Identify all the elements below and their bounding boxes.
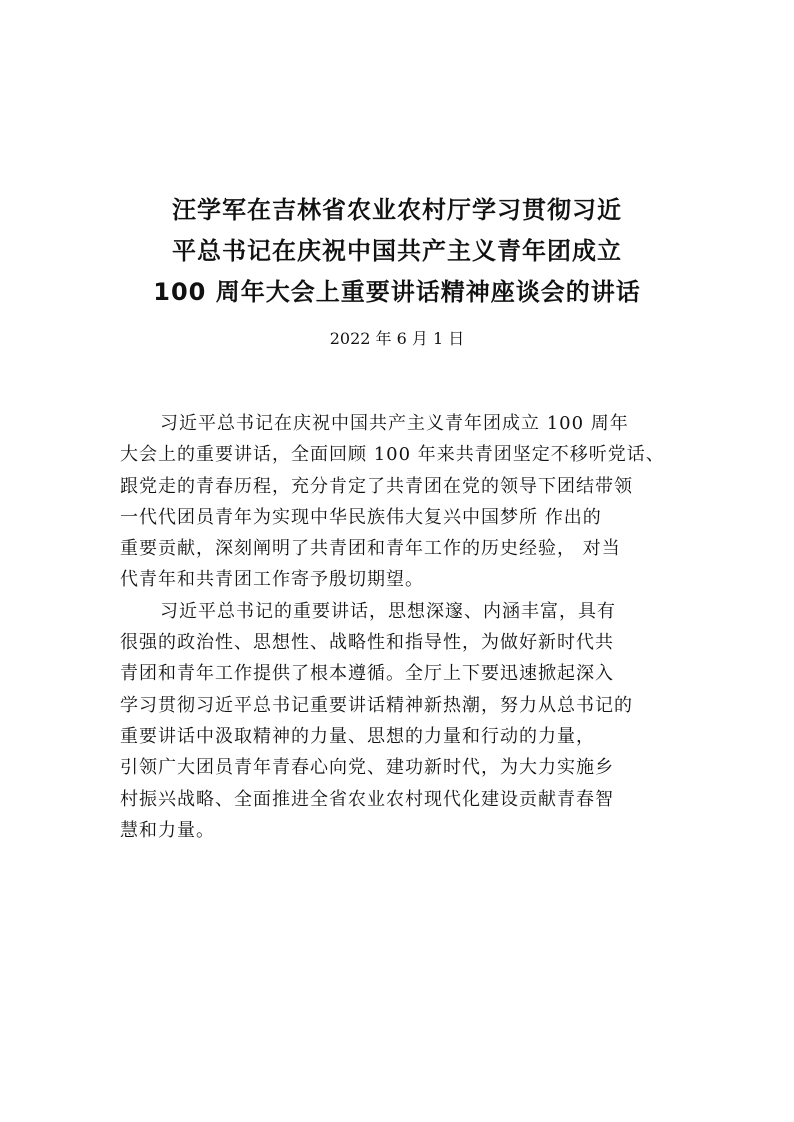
paragraph-line: 村振兴战略、全面推进全省农业农村现代化建设贡献青春智 (120, 788, 614, 810)
document-body (120, 408, 720, 846)
paragraph-line: 引领广大团员青年青春心向党、建功新时代，为大力实施乡 (120, 757, 614, 779)
paragraph-line: 习近平总书记在庆祝中国共产主义青年团成立 100 周年 (160, 413, 629, 434)
paragraph-2 (120, 596, 720, 846)
document-date: 2022 年 6 月 1 日 (329, 329, 465, 348)
document-title (0, 190, 794, 313)
paragraph-line: 重要贡献，深刻阐明了共青团和青年工作的历史经验， 对当 (120, 538, 621, 560)
paragraph-line: 一代代团员青年为实现中华民族伟大复兴中国梦所 作出的 (120, 506, 602, 528)
paragraph-line: 重要讲话中汲取精神的力量、思想的力量和行动的力量， (120, 725, 595, 747)
paragraph-line: 习近平总书记的重要讲话，思想深邃、内涵丰富，具有 (160, 600, 616, 622)
title-line: 汪学军在吉林省农业农村厅学习贯彻习近 (172, 196, 622, 224)
title-line: 平总书记在庆祝中国共产主义青年团成立 (172, 237, 622, 265)
paragraph-line: 慧和力量。 (120, 819, 215, 841)
paragraph-line: 青团和青年工作提供了根本遵循。全厅上下要迅速掀起深入 (120, 663, 614, 685)
paragraph-1 (120, 408, 720, 596)
paragraph-line: 学习贯彻习近平总书记重要讲话精神新热潮，努力从总书记的 (120, 694, 633, 716)
paragraph-line: 大会上的重要讲话，全面回顾 100 年来共青团坚定不移听党话、 (120, 444, 665, 466)
paragraph-line: 跟党走的青春历程，充分肯定了共青团在党的领导下团结带领 (120, 475, 633, 497)
title-line: 100 周年大会上重要讲话精神座谈会的讲话 (153, 278, 641, 306)
paragraph-line: 很强的政治性、思想性、战略性和指导性，为做好新时代共 (120, 632, 614, 654)
paragraph-line: 代青年和共青团工作寄予殷切期望。 (120, 569, 424, 591)
